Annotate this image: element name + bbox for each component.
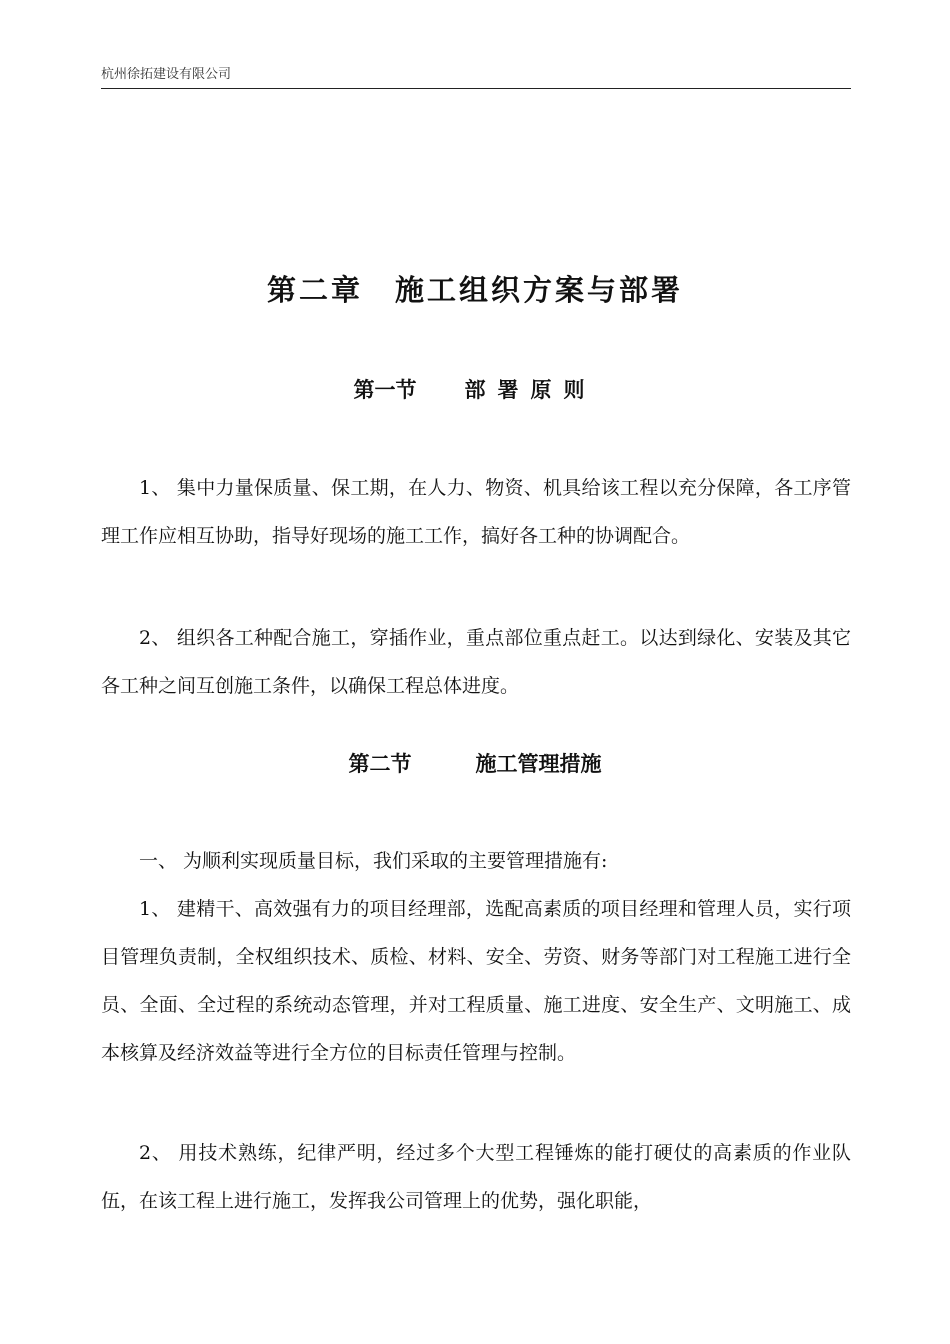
section-1-name: 部署原则 xyxy=(464,378,597,402)
section-2-paragraph-1: 1、 建精干、高效强有力的项目经理部，选配高素质的项目经理和管理人员，实行项目管理负责制，全权组织技术、质检、材料、安全、劳资、财务等部门对工程施工进行全员、全面、全过程的系统动态管理，并对工程质量、施工进度、安全生产、文明施工、成本核算及经济效益等进行全方位的目标责任管理与控制。 xyxy=(101,898,851,1064)
section-2-paragraph-2: 2、 用技术熟练，纪律严明，经过多个大型工程锤炼的能打硬仗的高素质的作业队伍，在该工程上进行施工，发挥我公司管理上的优势，强化职能， xyxy=(101,1142,851,1212)
section-2-number: 第二节 xyxy=(348,752,412,776)
page-header xyxy=(101,66,851,89)
section-1-title xyxy=(0,374,950,404)
section-2-title xyxy=(0,748,950,778)
section-1-paragraph-2: 2、 组织各工种配合施工，穿插作业，重点部位重点赶工。以达到绿化、安装及其它各工种之间互创施工条件，以确保工程总体进度。 xyxy=(101,627,851,697)
section-2-name: 施工管理措施 xyxy=(475,752,602,776)
section-1-paragraph-1: 1、 集中力量保质量、保工期，在人力、物资、机具给该工程以充分保障，各工序管理工作应相互协助，指导好现场的施工工作，搞好各工种的协调配合。 xyxy=(101,477,851,547)
section-2-intro: 一、 为顺利实现质量目标，我们采取的主要管理措施有: xyxy=(139,850,608,872)
section-1-number: 第一节 xyxy=(353,378,417,402)
company-name: 杭州徐拓建设有限公司 xyxy=(101,67,232,82)
chapter-title: 第二章 施工组织方案与部署 xyxy=(266,273,683,307)
